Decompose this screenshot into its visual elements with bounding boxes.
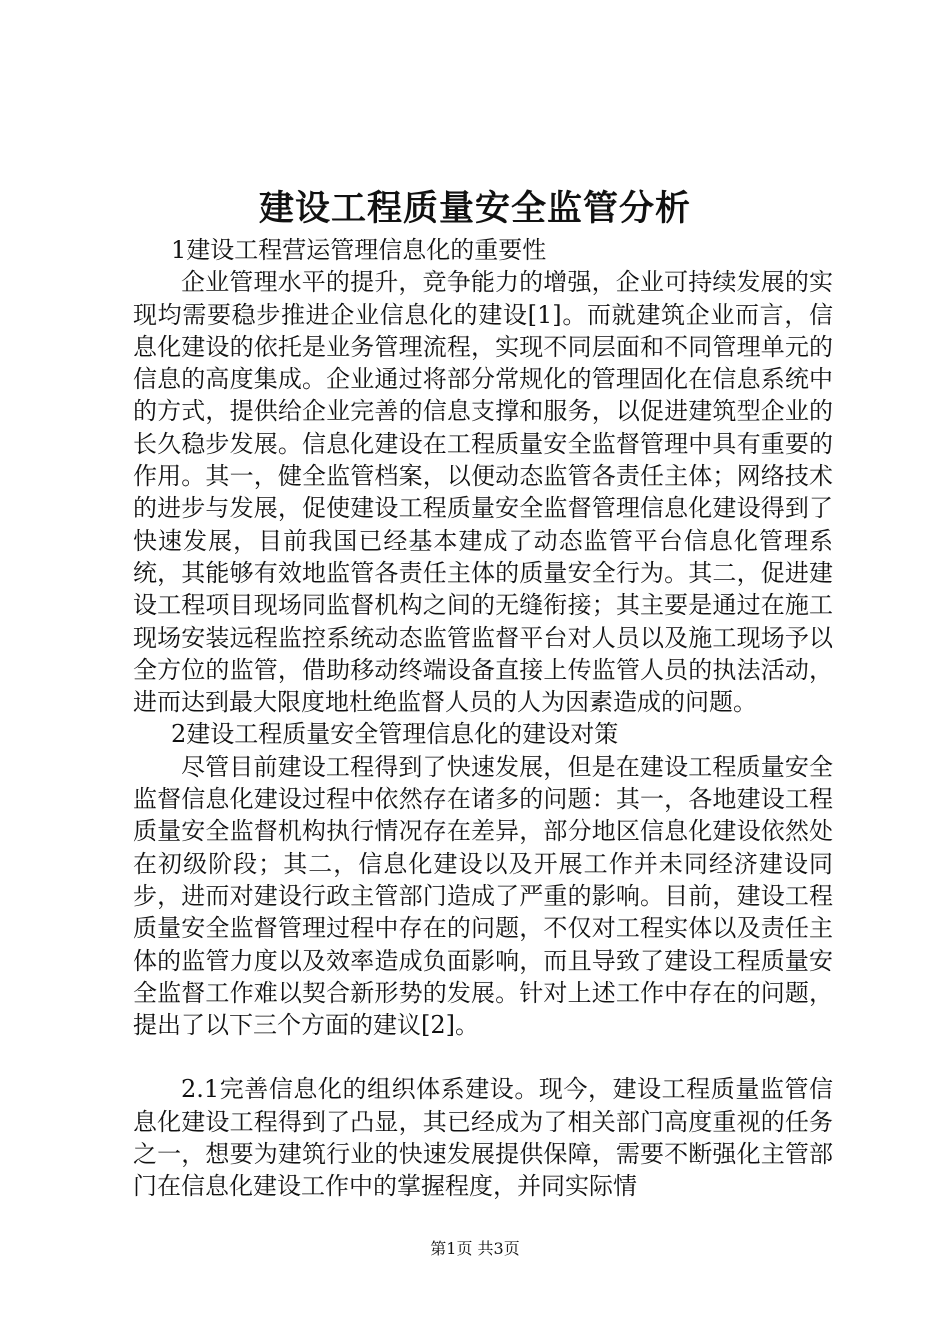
- paragraph-spacer: [133, 1041, 833, 1073]
- document-title: 建设工程质量安全监管分析: [258, 188, 691, 229]
- section-heading-1: 1建设工程营运管理信息化的重要性: [171, 236, 547, 264]
- document-body: [133, 234, 833, 1203]
- section-paragraph-2: 尽管目前建设工程得到了快速发展，但是在建设工程质量安全监督信息化建设过程中依然存在诸多的问题：其一，各地建设工程质量安全监督机构执行情况存在差异，部分地区信息化建设依然处在初级阶段；其二，信息化建设以及开展工作并未同经济建设同步，进而对建设行政主管部门造成了严重的影响。目前，建设工程质量安全监督管理过程中存在的问题，不仅对工程实体以及责任主体的监管力度以及效率造成负面影响，而且导致了建设工程质量安全监督工作难以契合新形势的发展。针对上述工作中存在的问题，提出了以下三个方面的建议[2]。: [133, 752, 833, 1040]
- page-number-footer: 第1页 共3页: [430, 1239, 520, 1258]
- section-paragraph-2-1: 2.1完善信息化的组织体系建设。现今，建设工程质量监管信息化建设工程得到了凸显，其已经成为了相关部门高度重视的任务之一，想要为建筑行业的快速发展提供保障，需要不断强化主管部门在信息化建设工作中的掌握程度，并同实际情: [133, 1075, 833, 1201]
- section-heading-2: 2建设工程质量安全管理信息化的建设对策: [171, 720, 619, 749]
- section-paragraph-1: 企业管理水平的提升，竞争能力的增强，企业可持续发展的实现均需要稳步推进企业信息化的建设[1]。而就建筑企业而言，信息化建设的依托是业务管理流程，实现不同层面和不同管理单元的信息的高度集成。企业通过将部分常规化的管理固化在信息系统中的方式，提供给企业完善的信息支撑和服务，以促进建筑型企业的长久稳步发展。信息化建设在工程质量安全监督管理中具有重要的作用。其一，健全监管档案，以便动态监管各责任主体；网络技术的进步与发展，促使建设工程质量安全监督管理信息化建设得到了快速发展，目前我国已经基本建成了动态监管平台信息化管理系统，其能够有效地监管各责任主体的质量安全行为。其二，促进建设工程项目现场同监督机构之间的无缝衔接；其主要是通过在施工现场安装远程监控系统动态监管监督平台对人员以及施工现场予以全方位的监管，借助移动终端设备直接上传监管人员的执法活动，进而达到最大限度地杜绝监督人员的人为因素造成的问题。: [133, 268, 833, 717]
